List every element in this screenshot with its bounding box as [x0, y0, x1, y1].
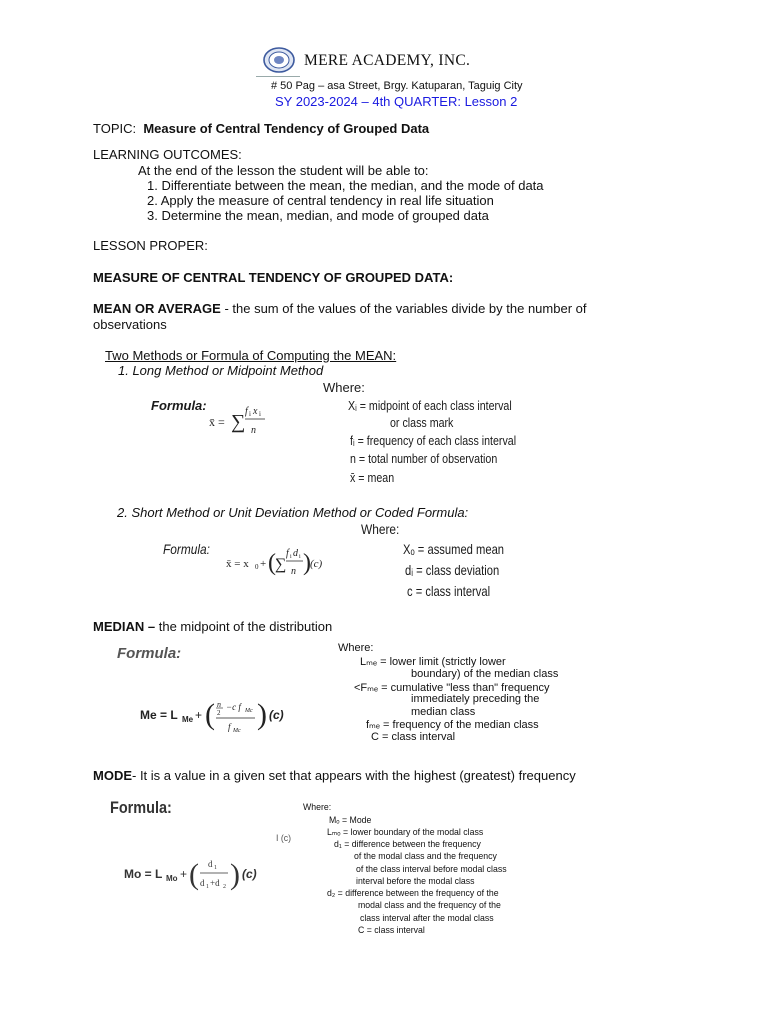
- svg-text:Mc: Mc: [233, 728, 241, 734]
- svg-text:i: i: [299, 554, 301, 560]
- svg-text:2: 2: [223, 884, 226, 890]
- header-divider: [256, 76, 300, 77]
- method1-formula-equation: [207, 400, 277, 438]
- outcome-item: 3. Determine the mean, median, and mode of grouped data: [147, 208, 489, 223]
- topic-title: Measure of Central Tendency of Grouped Data: [143, 121, 430, 136]
- mode-term: MODE: [93, 768, 132, 783]
- mode-legend-d1: d₁ = difference between the frequency: [334, 839, 481, 850]
- mean-methods-heading: Two Methods or Formula of Computing the MEAN:: [105, 348, 397, 363]
- svg-text:∑: ∑: [231, 411, 246, 433]
- svg-text:): ): [257, 698, 267, 731]
- method1-legend-fi: fᵢ = frequency of each class interval: [350, 433, 517, 448]
- median-legend-c: C = class interval: [371, 731, 456, 743]
- school-name: MERE ACADEMY, INC.: [304, 52, 471, 69]
- mean-term: MEAN OR AVERAGE: [93, 301, 221, 316]
- outcomes-heading: LEARNING OUTCOMES:: [93, 147, 242, 162]
- mode-where: Where:: [303, 802, 332, 813]
- mode-legend-d2-cont: modal class and the frequency of the: [358, 900, 501, 911]
- school-address: # 50 Pag – asa Street, Brgy. Katuparan, Taguig City: [271, 80, 523, 92]
- mode-legend-d2-cont2: class interval after the modal class: [360, 913, 494, 924]
- svg-text:i: i: [249, 410, 251, 418]
- method2-title: 2. Short Method or Unit Deviation Method or Coded Formula:: [117, 505, 469, 520]
- method1-formula-label: Formula:: [151, 398, 207, 413]
- mean-definition-cont: observations: [93, 317, 167, 332]
- mode-stray-mark: I (c): [276, 833, 292, 844]
- svg-text:Me = L: Me = L: [140, 708, 178, 722]
- mode-definition: [93, 768, 576, 783]
- lesson-heading: LESSON PROPER:: [93, 238, 208, 253]
- median-definition: [93, 619, 332, 634]
- outcome-item: 1. Differentiate between the mean, the median, and the mode of data: [147, 178, 544, 193]
- mode-legend-d1-cont3: interval before the modal class: [356, 876, 475, 887]
- topic-label: TOPIC:: [93, 121, 137, 136]
- svg-text:n: n: [291, 566, 296, 577]
- mode-legend-lmo: Lₘₒ = lower boundary of the modal class: [327, 827, 484, 838]
- median-legend-cf: <Fₘₑ = cumulative "less than" frequency: [354, 682, 550, 694]
- median-definition-text: the midpoint of the distribution: [155, 619, 333, 634]
- mean-definition-text: - the sum of the values of the variables divide by the number of: [220, 301, 587, 316]
- median-legend-cf-cont: immediately preceding the: [411, 693, 540, 705]
- median-legend-cf-cont2: median class: [411, 706, 476, 718]
- mean-definition: [93, 301, 587, 316]
- topic-line: [93, 121, 429, 136]
- method2-legend-xo: Xₒ = assumed mean: [403, 541, 505, 557]
- svg-text:x: x: [253, 406, 258, 417]
- method2-formula-label: Formula:: [163, 541, 210, 557]
- svg-text:Mo: Mo: [166, 874, 178, 883]
- svg-text:Mo = L: Mo = L: [124, 867, 163, 881]
- svg-text:d: d: [208, 859, 213, 869]
- mode-formula-label: Formula:: [110, 798, 172, 817]
- svg-text:+: +: [180, 867, 188, 881]
- svg-text:): ): [230, 858, 240, 891]
- svg-text:∑: ∑: [275, 556, 287, 573]
- svg-text:n: n: [217, 700, 221, 709]
- school-logo-icon: [262, 46, 296, 74]
- svg-text:x̄ =: x̄ =: [209, 415, 225, 429]
- svg-text:f: f: [286, 548, 289, 559]
- school-year-quarter: SY 2023-2024 – 4th QUARTER: Lesson 2: [275, 94, 518, 109]
- svg-text:): ): [303, 550, 311, 576]
- svg-text:(: (: [205, 698, 215, 731]
- mode-legend-d2: d₂ = difference between the frequency of the: [327, 888, 499, 899]
- svg-text:d: d: [293, 548, 298, 559]
- svg-text:1: 1: [206, 884, 209, 890]
- section-title: MEASURE OF CENTRAL TENDENCY OF GROUPED DATA:: [93, 270, 454, 285]
- median-formula-equation: [140, 688, 310, 740]
- svg-text:(c): (c): [310, 558, 323, 570]
- svg-text:+: +: [195, 708, 203, 722]
- svg-text:0: 0: [255, 563, 259, 571]
- median-term: MEDIAN –: [93, 619, 156, 634]
- svg-text:n: n: [251, 425, 256, 436]
- outcomes-intro: At the end of the lesson the student will be able to:: [138, 163, 429, 178]
- svg-text:(: (: [189, 858, 199, 891]
- method2-legend-di: dᵢ = class deviation: [405, 562, 500, 578]
- mode-legend-d1-cont: of the modal class and the frequency: [354, 851, 497, 862]
- svg-text:+: +: [260, 558, 267, 570]
- svg-text:i: i: [290, 554, 292, 560]
- mode-legend-c: C = class interval: [358, 925, 425, 936]
- method1-legend-xi: Xᵢ = midpoint of each class interval: [348, 398, 512, 413]
- svg-text:+d: +d: [210, 878, 220, 888]
- svg-text:f: f: [228, 722, 231, 732]
- mode-definition-text: - It is a value in a given set that appears with the highest (greatest) frequency: [132, 768, 576, 783]
- svg-text:(c): (c): [269, 708, 284, 722]
- median-where: Where:: [338, 642, 374, 654]
- svg-text:(: (: [268, 550, 276, 576]
- median-formula-label: Formula:: [117, 645, 182, 662]
- method2-where: Where:: [361, 521, 400, 537]
- mode-formula-equation: [124, 848, 274, 900]
- median-legend-lme-cont: boundary) of the median class: [411, 668, 559, 680]
- svg-text:Me: Me: [182, 715, 194, 724]
- svg-text:−c f: −c f: [226, 702, 241, 712]
- svg-text:(c): (c): [242, 867, 257, 881]
- method1-legend-n: n = total number of observation: [350, 451, 498, 466]
- svg-text:f: f: [245, 406, 248, 417]
- svg-text:1: 1: [214, 865, 217, 871]
- median-legend-fme: fₘₑ = frequency of the median class: [366, 719, 539, 731]
- mode-legend-mo: Mₒ = Mode: [329, 815, 372, 826]
- svg-text:Mc: Mc: [245, 708, 253, 714]
- method2-legend-c: c = class interval: [407, 583, 491, 599]
- method1-title: 1. Long Method or Midpoint Method: [118, 363, 324, 378]
- method1-legend-xi-cont: or class mark: [390, 415, 454, 430]
- svg-text:x̄ = x: x̄ = x: [226, 558, 249, 570]
- method1-legend-mean: x̄ = mean: [350, 470, 395, 485]
- mode-legend-d1-cont2: of the class interval before modal class: [356, 864, 507, 875]
- outcome-item: 2. Apply the measure of central tendency in real life situation: [147, 193, 494, 208]
- svg-text:i: i: [259, 410, 261, 418]
- median-legend-lme: Lₘₑ = lower limit (strictly lower: [360, 656, 506, 668]
- svg-text:2: 2: [217, 709, 221, 717]
- method1-where: Where:: [323, 380, 365, 395]
- svg-text:d: d: [200, 878, 205, 888]
- method2-formula-equation: [224, 542, 328, 580]
